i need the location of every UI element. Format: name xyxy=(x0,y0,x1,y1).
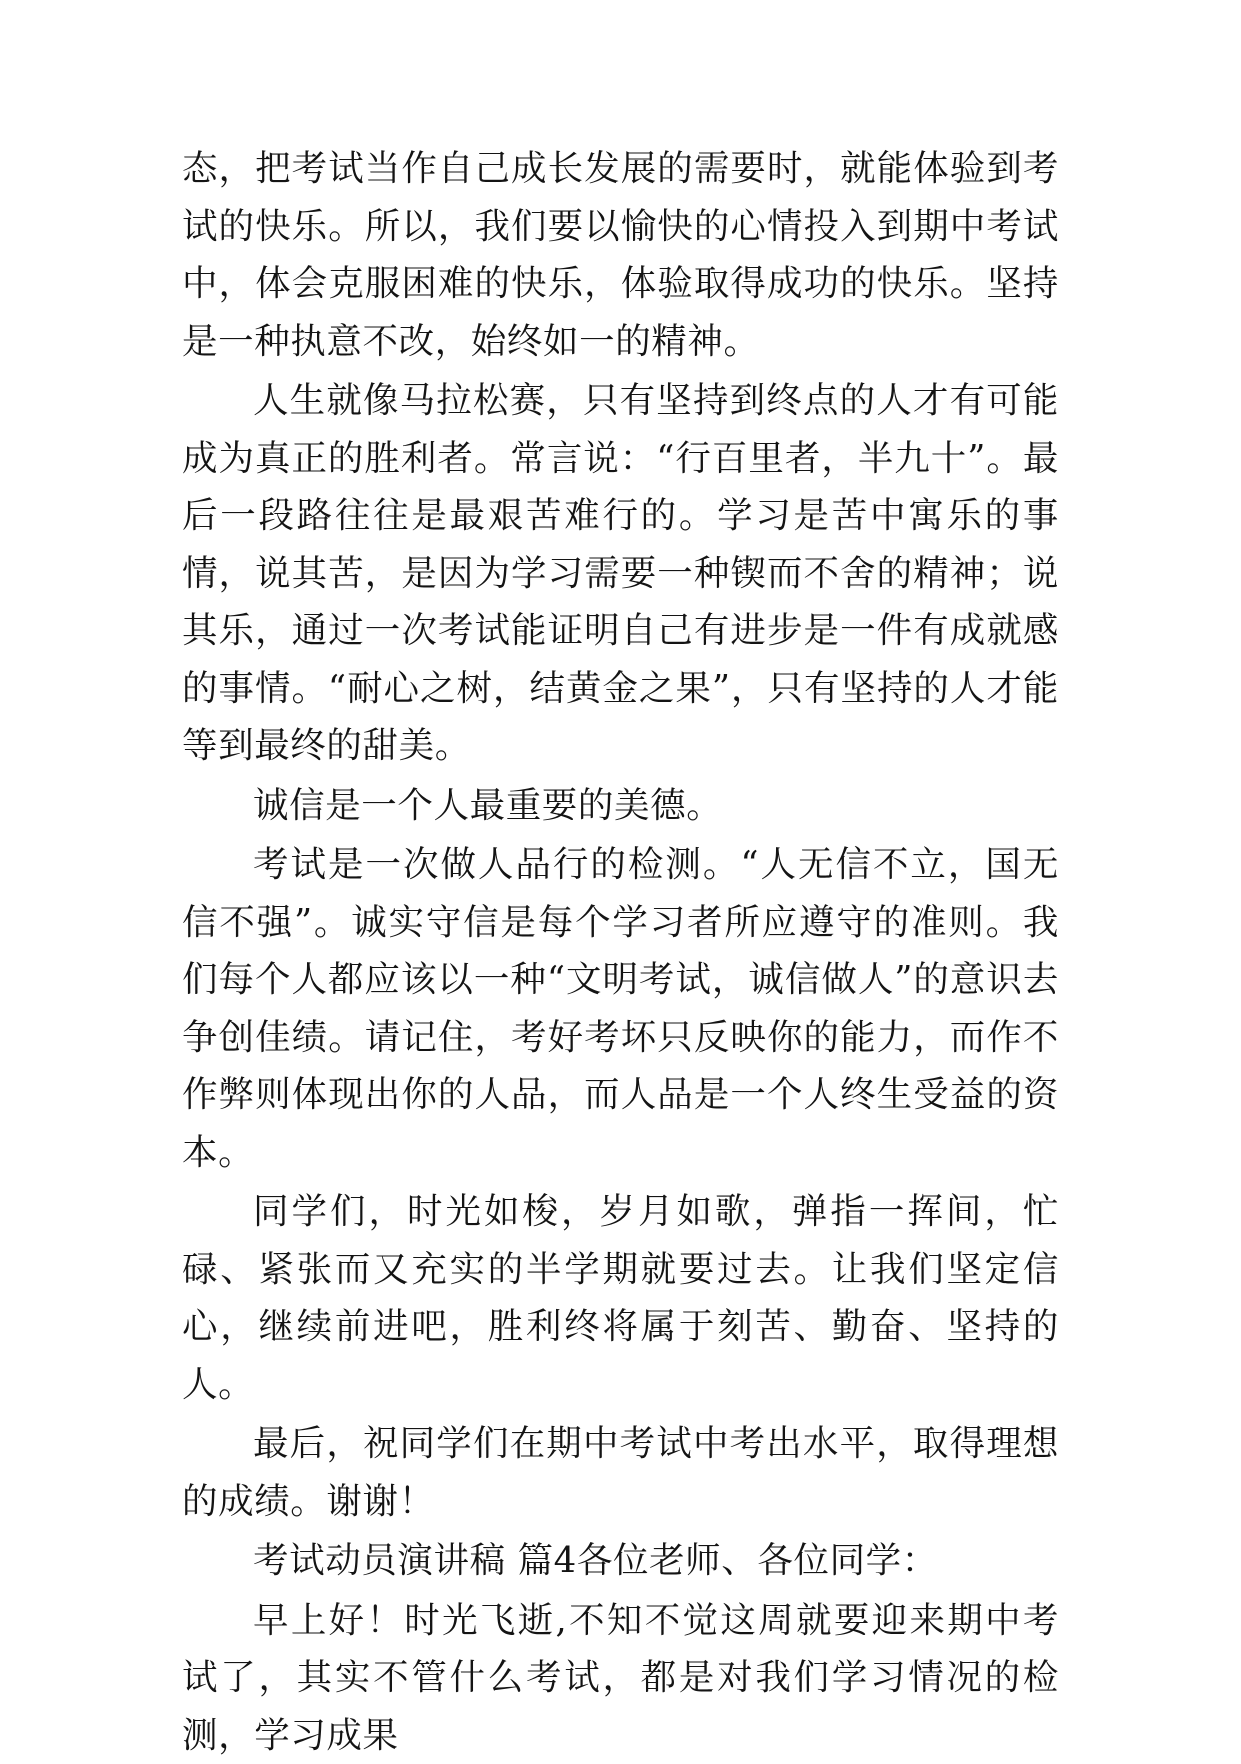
paragraph: 人生就像马拉松赛，只有坚持到终点的人才有可能成为真正的胜利者。常言说：“行百里者，半九十”。最后一段路往往是最艰苦难行的。学习是苦中寓乐的事情，说其苦，是因为学习需要一种锲而不舍的精神；说其乐，通过一次考试能证明自己有进步是一件有成就感的事情。“耐心之树，结黄金之果”，只有坚持的人才能等到最终的甜美。 xyxy=(182,372,1059,775)
paragraph: 同学们，时光如梭，岁月如歌，弹指一挥间，忙碌、紧张而又充实的半学期就要过去。让我们坚定信心，继续前进吧，胜利终将属于刻苦、勤奋、坚持的人。 xyxy=(182,1183,1059,1413)
paragraph: 考试是一次做人品行的检测。“人无信不立，国无信不强”。诚实守信是每个学习者所应遵守的准则。我们每个人都应该以一种“文明考试，诚信做人”的意识去争创佳绩。请记住，考好考坏只反映你的能力，而作不作弊则体现出你的人品，而人品是一个人终生受益的资本。 xyxy=(182,836,1059,1181)
paragraph: 最后，祝同学们在期中考试中考出水平，取得理想的成绩。谢谢！ xyxy=(182,1415,1059,1530)
document-body xyxy=(182,140,1059,1764)
paragraph: 早上好！时光飞逝,不知不觉这周就要迎来期中考试了，其实不管什么考试，都是对我们学习情况的检测，学习成果 xyxy=(182,1592,1059,1764)
paragraph: 态，把考试当作自己成长发展的需要时，就能体验到考试的快乐。所以，我们要以愉快的心情投入到期中考试中，体会克服困难的快乐，体验取得成功的快乐。坚持是一种执意不改，始终如一的精神。 xyxy=(182,140,1059,370)
paragraph: 诚信是一个人最重要的美德。 xyxy=(182,777,1059,835)
paragraph-section-heading: 考试动员演讲稿 篇4各位老师、各位同学： xyxy=(182,1532,1059,1590)
